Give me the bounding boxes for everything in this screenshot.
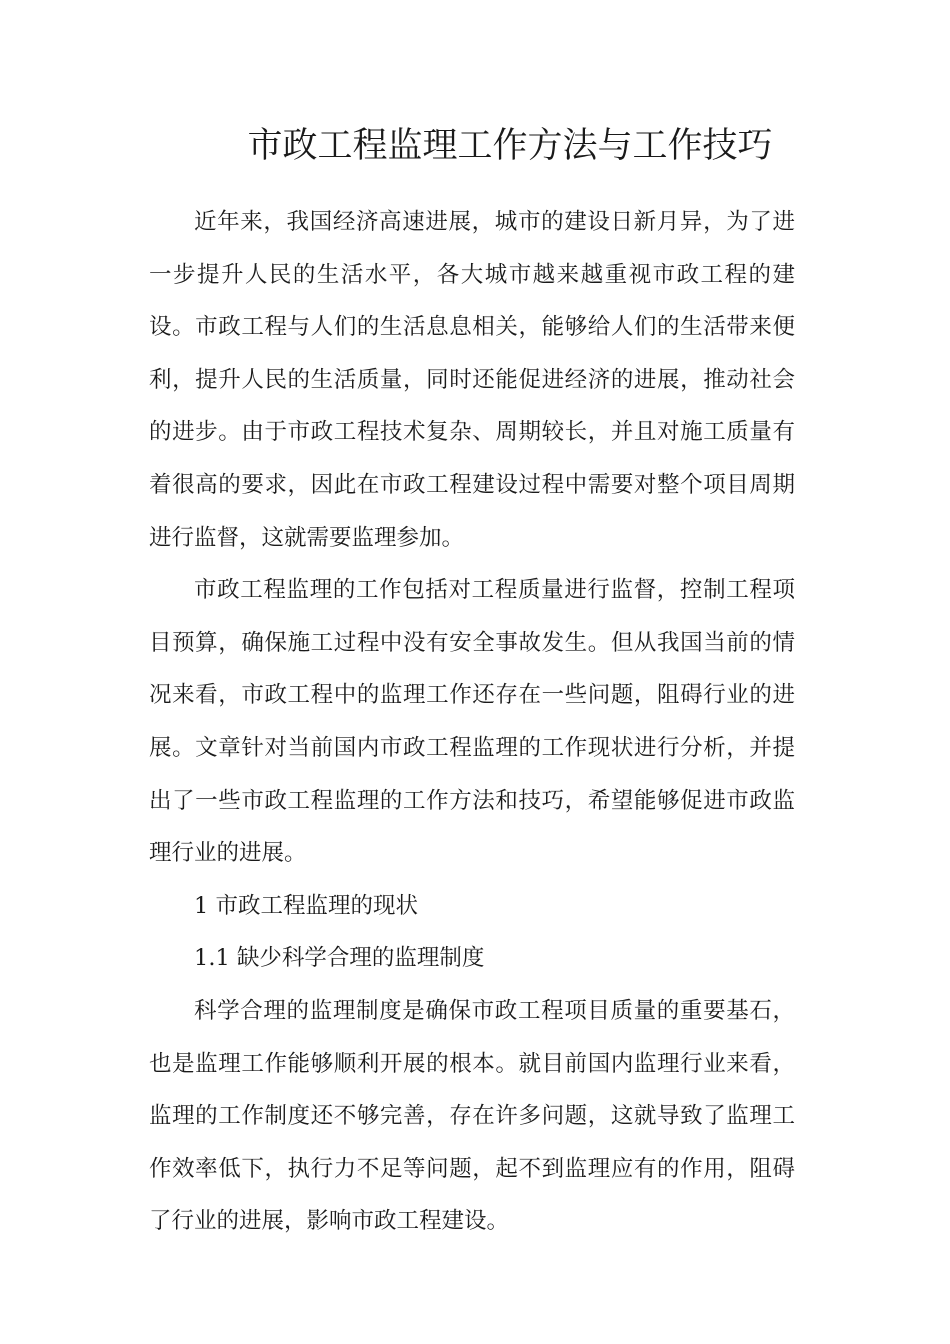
scope-paragraph: 市政工程监理的工作包括对工程质量进行监督，控制工程项目预算，确保施工过程中没有安全事故发生。但从我国当前的情况来看，市政工程中的监理工作还存在一些问题，阻碍行业的进展。文章针对当前国内市政工程监理的工作现状进行分析，并提出了一些市政工程监理的工作方法和技巧，希望能够促进市政监理行业的进展。 (149, 577, 795, 867)
document-title: 市政工程监理工作方法与工作技巧 (247, 126, 773, 166)
subsection-heading: 1.1 缺少科学合理的监理制度 (194, 945, 485, 972)
document-body (149, 196, 795, 1248)
intro-paragraph: 近年来，我国经济高速进展，城市的建设日新月异，为了进一步提升人民的生活水平，各大城市越来越重视市政工程的建设。市政工程与人们的生活息息相关，能够给人们的生活带来便利，提升人民的生活质量，同时还能促进经济的进展，推动社会的进步。由于市政工程技术复杂、周期较长，并且对施工质量有着很高的要求，因此在市政工程建设过程中需要对整个项目周期进行监督，这就需要监理参加。 (149, 209, 795, 551)
section-heading: 1 市政工程监理的现状 (194, 892, 418, 919)
section-paragraph: 科学合理的监理制度是确保市政工程项目质量的重要基石，也是监理工作能够顺利开展的根本。就目前国内监理行业来看，监理的工作制度还不够完善，存在许多问题，这就导致了监理工作效率低下，执行力不足等问题，起不到监理应有的作用，阻碍了行业的进展，影响市政工程建设。 (149, 997, 795, 1235)
